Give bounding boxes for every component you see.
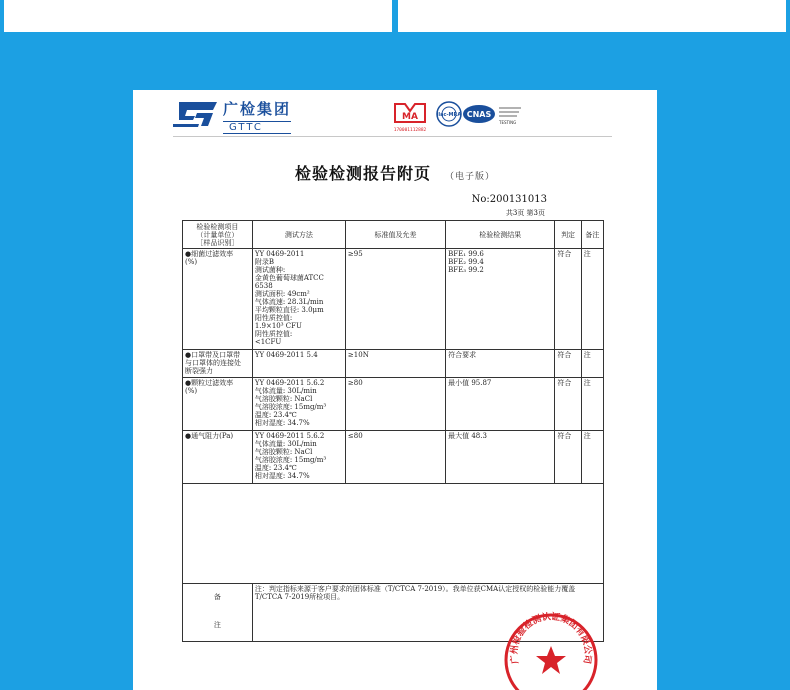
col-header-result: 检验检测结果 — [446, 221, 555, 249]
cell-judgment: 符合 — [555, 378, 581, 431]
report-title — [133, 161, 657, 184]
cma-mark-icon — [394, 104, 427, 133]
col-header-judgment: 判定 — [555, 221, 581, 249]
empty-area — [183, 484, 604, 584]
cell-method: YY 0469-2011 5.4 — [252, 350, 345, 378]
svg-text:ilac-MRA: ilac-MRA — [436, 112, 462, 118]
cnas-mark-icon — [463, 105, 521, 125]
ilac-mark-icon — [437, 102, 462, 126]
col-header-item: 检验检测项目 （计量单位） ［样品识别］ — [183, 221, 253, 249]
cell-result: 最小值 95.87 — [446, 378, 555, 431]
svg-text:广州检验检测认证集团有限公司: 广州检验检测认证集团有限公司 — [509, 612, 593, 665]
remarks-label-1: 备 — [213, 593, 221, 601]
cell-result: 最大值 48.3 — [446, 431, 555, 484]
cell-remark: 注 — [581, 350, 603, 378]
cell-method: YY 0469-2011 5.6.2 气体流量: 30L/min 气溶胶颗粒: NaCl 气溶胶浓度: 15mg/m³ 温度: 23.4℃ 相对湿度: 34.7% — [252, 431, 345, 484]
col-header-remark: 备注 — [581, 221, 603, 249]
remarks-label-cell — [183, 584, 253, 642]
company-name-en: GTTC — [223, 121, 291, 134]
cell-item: ●颗粒过滤效率 (%) — [183, 378, 253, 431]
cell-remark: 注 — [581, 378, 603, 431]
col-header-method: 测试方法 — [252, 221, 345, 249]
table-row — [183, 378, 604, 431]
cell-judgment: 符合 — [555, 431, 581, 484]
cell-item: ●通气阻力(Pa) — [183, 431, 253, 484]
remarks-text: 注：判定指标来源于客户要求的团体标准（T/CTCA 7-2019）。我单位获CMA认定授权的检验能力覆盖T/CTCA 7-2019所检项目。 — [252, 584, 603, 642]
report-subtitle: （电子版） — [445, 172, 496, 182]
gttc-logo-icon — [173, 98, 219, 128]
official-seal-icon — [501, 610, 601, 690]
cell-method: YY 0469-2011 5.6.2 气体流量: 30L/min 气溶胶颗粒: NaCl 气溶胶浓度: 15mg/m³ 温度: 23.4℃ 相对湿度: 34.7% — [252, 378, 345, 431]
table-row — [183, 249, 604, 350]
table-row — [183, 350, 604, 378]
cell-result: 符合要求 — [446, 350, 555, 378]
header-divider — [173, 136, 612, 137]
top-card-right — [398, 0, 786, 32]
company-name-cn: 广检集团 — [223, 100, 292, 118]
remarks-label-2: 注 — [213, 621, 221, 629]
top-card-left — [4, 0, 392, 32]
cell-standard: ≥80 — [345, 378, 445, 431]
col-header-standard: 标准值及允差 — [345, 221, 445, 249]
page-info: 共3页 第3页 — [505, 209, 545, 217]
cell-standard: ≥10N — [345, 350, 445, 378]
cell-item: ●口罩带及口罩带 与口罩体的连接处 断裂强力 — [183, 350, 253, 378]
table-header-row — [183, 221, 604, 249]
report-number: No:200131013 — [471, 194, 547, 205]
report-title-text: 检验检测报告附页 — [294, 164, 431, 183]
svg-text:MA: MA — [402, 112, 418, 122]
cell-judgment: 符合 — [555, 249, 581, 350]
cell-remark: 注 — [581, 249, 603, 350]
cell-item: ●细菌过滤效率 (%) — [183, 249, 253, 350]
table-empty-row — [183, 484, 604, 584]
results-table — [182, 220, 604, 642]
svg-text:TESTING: TESTING — [499, 120, 517, 125]
cell-result: BFE₁ 99.6 BFE₂ 99.4 BFE₃ 99.2 — [446, 249, 555, 350]
company-logo-text — [223, 98, 291, 134]
table-row — [183, 431, 604, 484]
cell-standard: ≤80 — [345, 431, 445, 484]
cell-standard: ≥95 — [345, 249, 445, 350]
cell-judgment: 符合 — [555, 350, 581, 378]
svg-text:170001112882: 170001112882 — [393, 128, 427, 133]
certification-marks — [391, 100, 531, 136]
cell-remark: 注 — [581, 431, 603, 484]
cell-method: YY 0469-2011 附录B 测试菌种: 金黄色葡萄球菌ATCC 6538 测试面积: 49cm² 气体流速: 28.3L/min 平均颗粒直径: 3.0μm 阳性质控值: 1.9×10³ CFU 阴性质控值: <1CFU — [252, 249, 345, 350]
svg-text:CNAS: CNAS — [466, 110, 492, 119]
report-page — [133, 90, 657, 690]
